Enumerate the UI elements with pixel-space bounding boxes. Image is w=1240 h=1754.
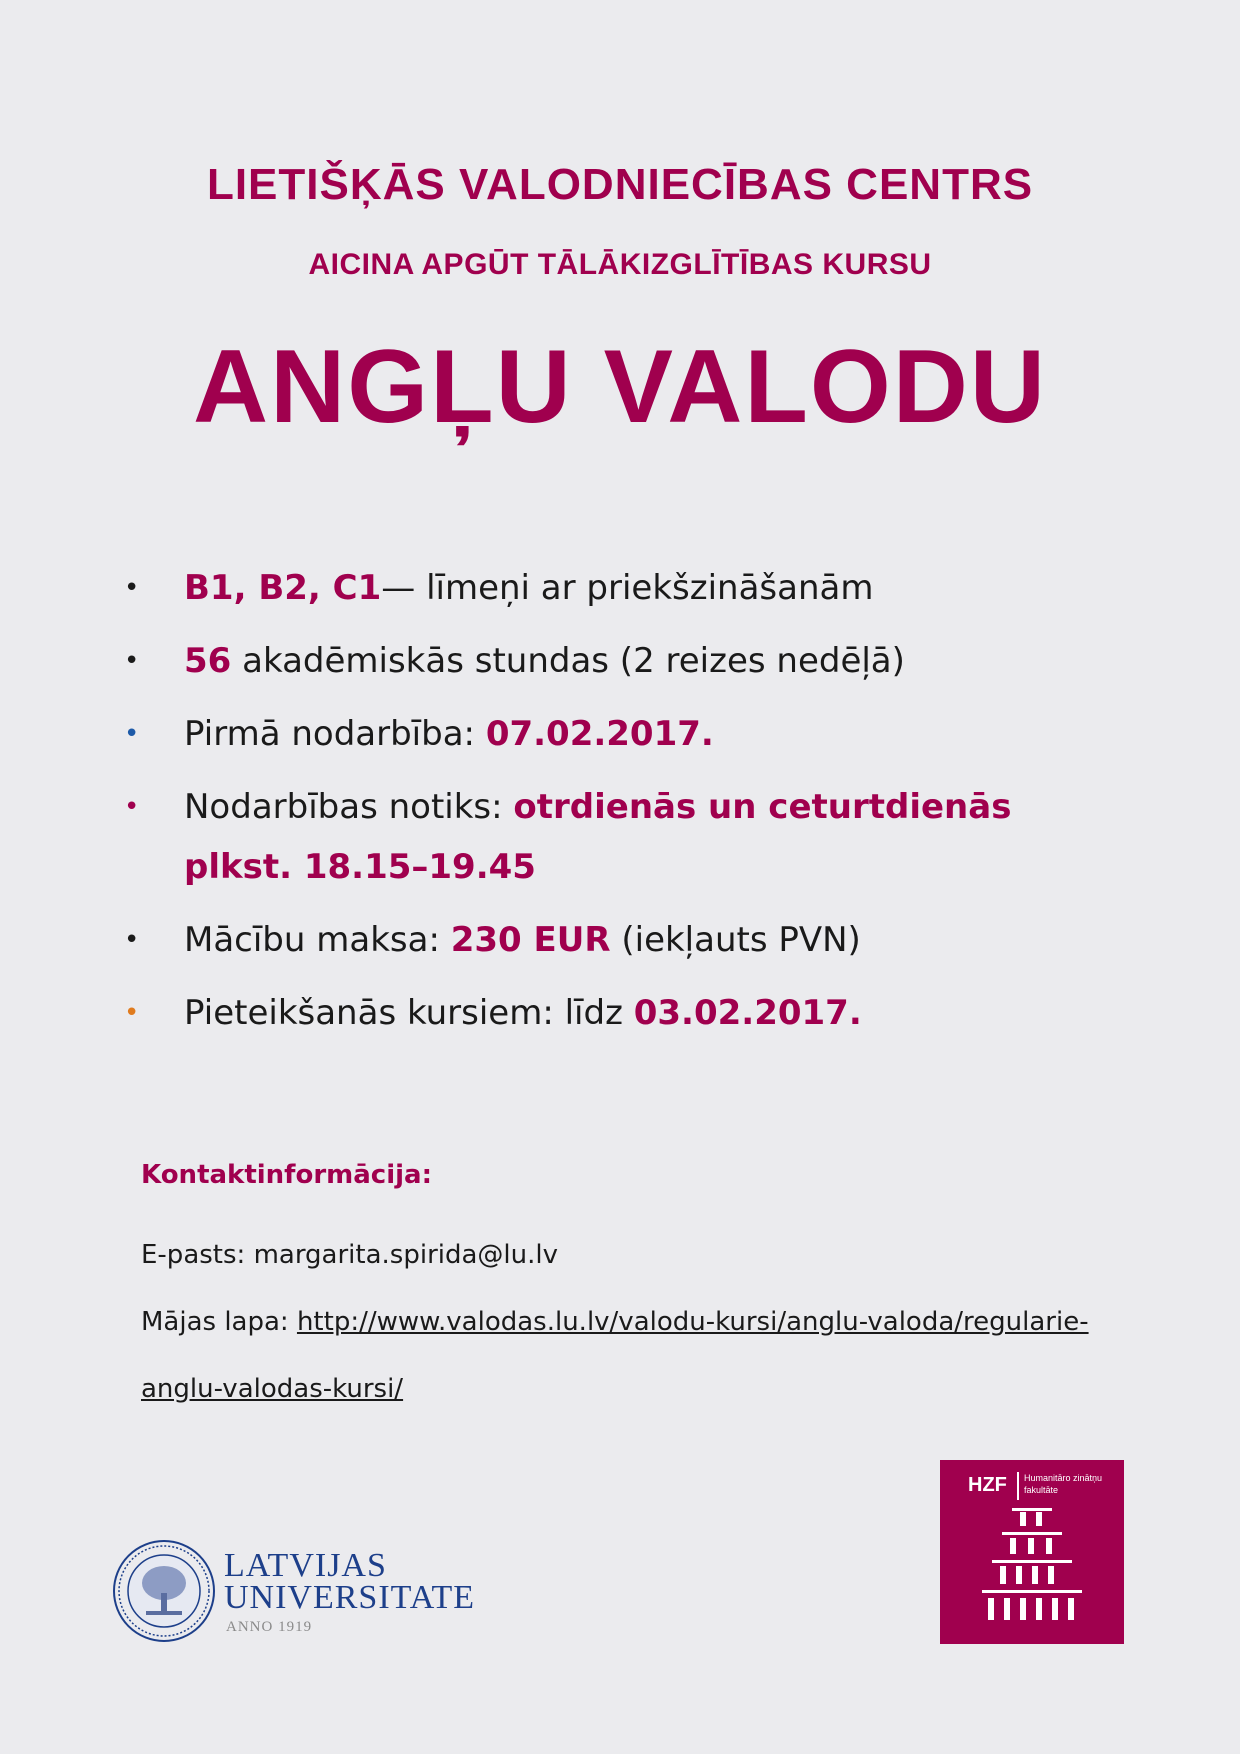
organization-heading: LIETIŠĶĀS VALODNIECĪBAS CENTRS bbox=[206, 160, 1034, 209]
course-details-list bbox=[124, 558, 1124, 1056]
website-line bbox=[141, 1289, 1141, 1423]
email-label: E-pasts: bbox=[141, 1240, 254, 1270]
bullet-icon: • bbox=[124, 646, 140, 676]
university-name-line2: UNIVERSITATE bbox=[224, 1579, 476, 1616]
email-line bbox=[141, 1222, 1141, 1289]
hours-highlight: 56 bbox=[184, 641, 232, 681]
list-item-schedule bbox=[124, 777, 1124, 897]
contact-heading: Kontaktinformācija: bbox=[141, 1160, 432, 1190]
fee-label: Mācību maksa: bbox=[184, 920, 451, 960]
invite-subheading: AICINA APGŪT TĀLĀKIZGLĪTĪBAS KURSU bbox=[308, 248, 932, 281]
hours-text: akadēmiskās stundas (2 reizes nedēļā) bbox=[231, 641, 905, 681]
list-item-levels bbox=[124, 558, 1124, 618]
levels-text: — līmeņi ar priekšzināšanām bbox=[381, 568, 874, 608]
first-lesson-label: Pirmā nodarbība: bbox=[184, 714, 486, 754]
list-item-first-lesson bbox=[124, 704, 1124, 764]
faculty-full-name: Humanitāro zinātņu fakultāte bbox=[1024, 1473, 1103, 1495]
email-address[interactable]: margarita.spirida@lu.lv bbox=[253, 1240, 558, 1270]
university-logo bbox=[112, 1537, 492, 1647]
course-title: ANGĻU VALODU bbox=[192, 329, 1048, 445]
faculty-logo bbox=[940, 1460, 1124, 1644]
bullet-icon: • bbox=[124, 998, 140, 1028]
website-label: Mājas lapa: bbox=[141, 1307, 297, 1337]
website-link[interactable]: http://www.valodas.lu.lv/valodu-kursi/anglu-valoda/regularie- bbox=[296, 1307, 1089, 1337]
university-name-line1: LATVIJAS bbox=[224, 1547, 387, 1584]
bullet-icon: • bbox=[124, 792, 140, 822]
contact-section bbox=[141, 1160, 1141, 1423]
registration-label: Pieteikšanās kursiem: līdz bbox=[184, 993, 634, 1033]
registration-deadline: 03.02.2017. bbox=[633, 993, 862, 1033]
levels-highlight: B1, B2, C1 bbox=[184, 568, 382, 608]
bullet-icon: • bbox=[124, 573, 140, 603]
schedule-label: Nodarbības notiks: bbox=[184, 787, 514, 827]
bullet-icon: • bbox=[124, 925, 140, 955]
list-item-hours bbox=[124, 631, 1124, 691]
university-founded-year: ANNO 1919 bbox=[226, 1619, 313, 1635]
schedule-value: otrdienās un ceturtdienās plkst. 18.15–19.45 bbox=[184, 787, 1012, 887]
list-item-registration bbox=[124, 983, 1124, 1043]
website-link-continued[interactable]: anglu-valodas-kursi/ bbox=[141, 1374, 404, 1404]
faculty-abbreviation: HZF bbox=[968, 1474, 1007, 1496]
university-seal-icon bbox=[112, 1537, 216, 1647]
first-lesson-date: 07.02.2017. bbox=[485, 714, 714, 754]
faculty-figures-icon bbox=[940, 1460, 1124, 1644]
fee-note: (iekļauts PVN) bbox=[610, 920, 861, 960]
bullet-icon: • bbox=[124, 719, 140, 749]
fee-amount: 230 EUR bbox=[450, 920, 611, 960]
list-item-fee bbox=[124, 910, 1124, 970]
